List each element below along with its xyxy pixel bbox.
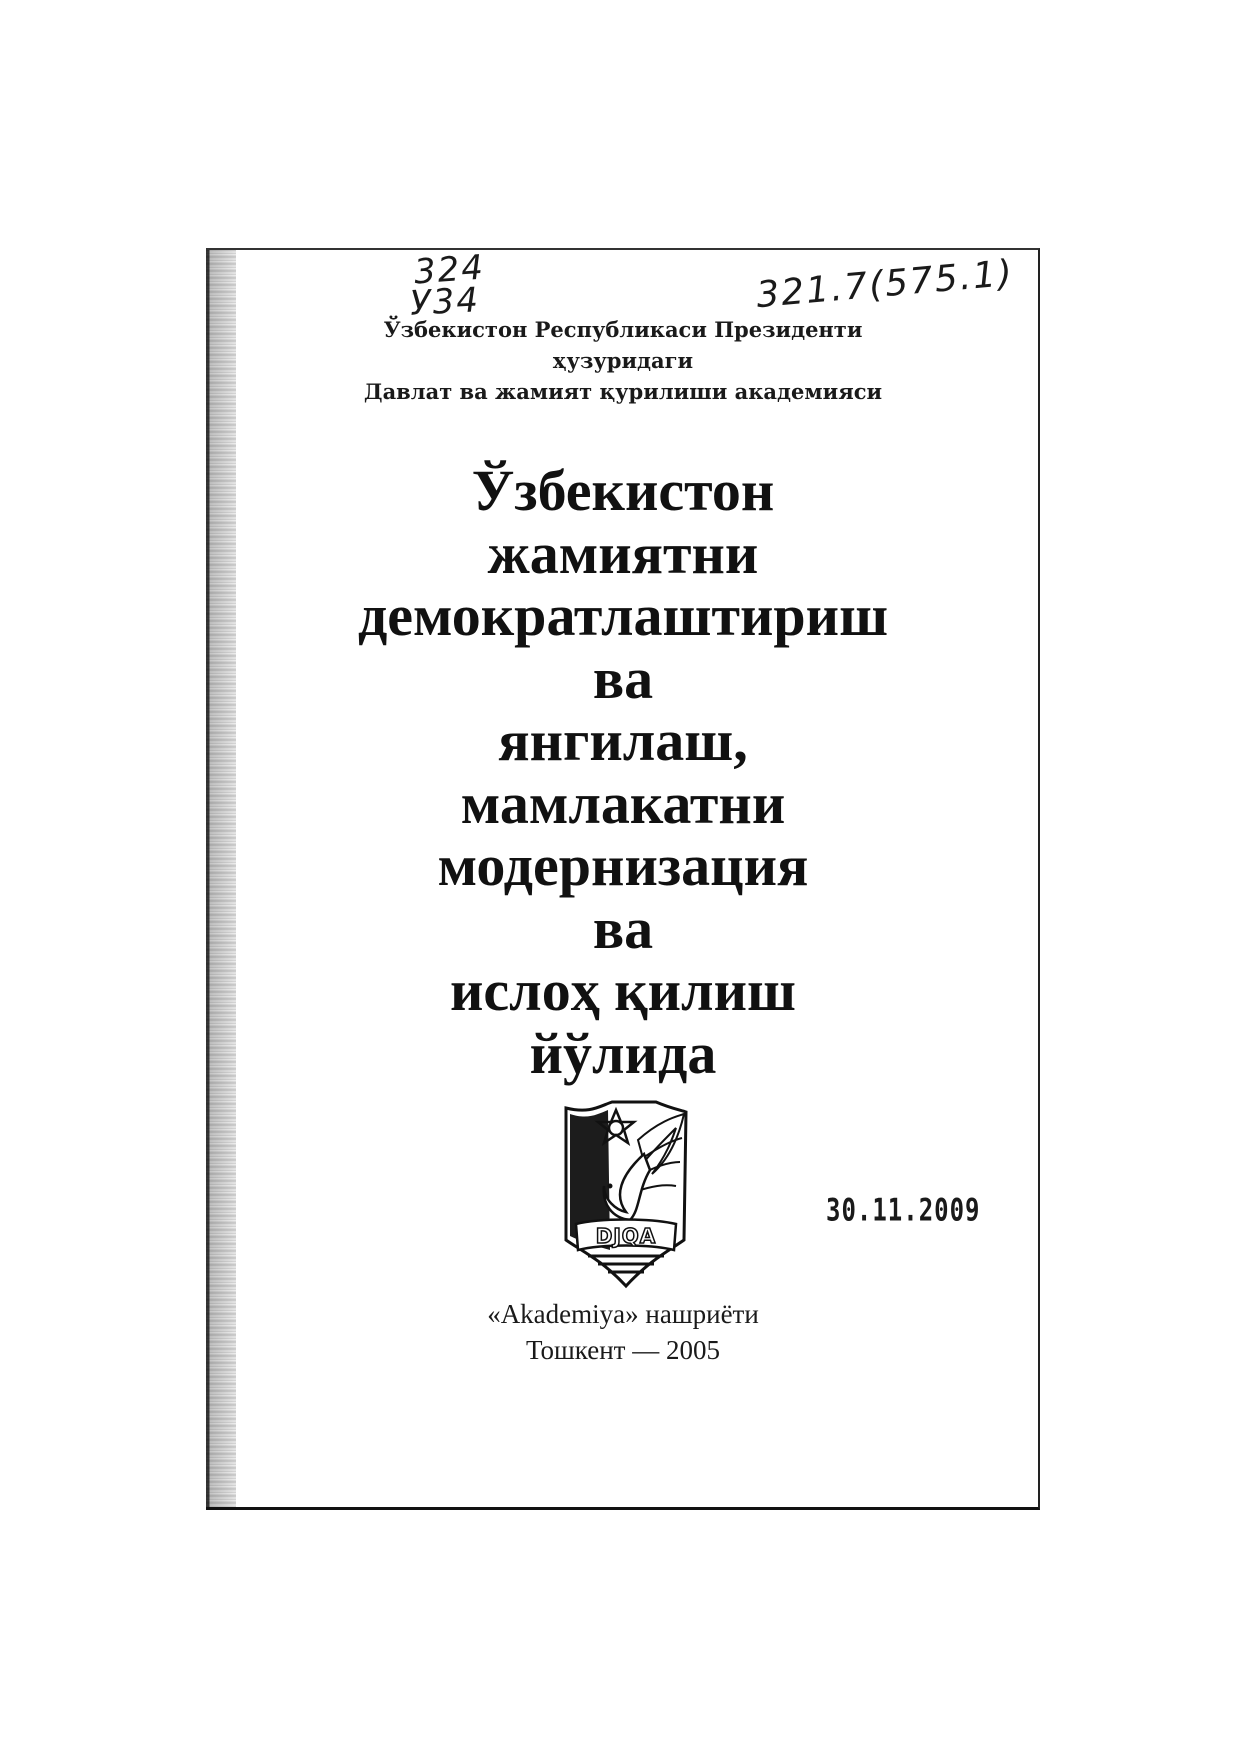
emblem-label: DJQA	[595, 1224, 657, 1248]
header-line-3: Давлат ва жамият қурилиши академияси	[363, 379, 883, 404]
title-line: Ўзбекистон	[471, 458, 775, 523]
title-line: модернизация	[437, 833, 809, 898]
handwritten-classification: 321.7(575.1)	[754, 252, 1016, 317]
handwritten-code-line1: 324	[412, 247, 487, 293]
title-line: демократлаштириш	[357, 583, 889, 648]
title-line: ва	[592, 645, 654, 711]
title-line: ва	[592, 895, 654, 961]
title-line: ислоҳ қилиш	[450, 958, 796, 1023]
header-line-1: Ўзбекистон Республикаси Президенти	[383, 317, 863, 342]
title-line: янгилаш,	[498, 708, 748, 773]
title-line: жамиятни	[487, 520, 759, 586]
handwritten-code-line2: У34	[409, 280, 481, 324]
date-stamp: 30.11.2009	[826, 1191, 981, 1229]
academy-emblem-icon	[560, 1100, 690, 1290]
header-line-2: ҳузуридаги	[552, 348, 694, 373]
title-line: мамлакатни	[460, 770, 786, 836]
publisher-info	[206, 1296, 1040, 1368]
institution-header	[206, 314, 1040, 407]
book-title	[206, 460, 1040, 1085]
publisher-place-year: Тошкент — 2005	[526, 1335, 720, 1365]
title-line: йўлида	[529, 1020, 717, 1086]
publisher-name: «Akademiya» нашриёти	[487, 1299, 759, 1329]
